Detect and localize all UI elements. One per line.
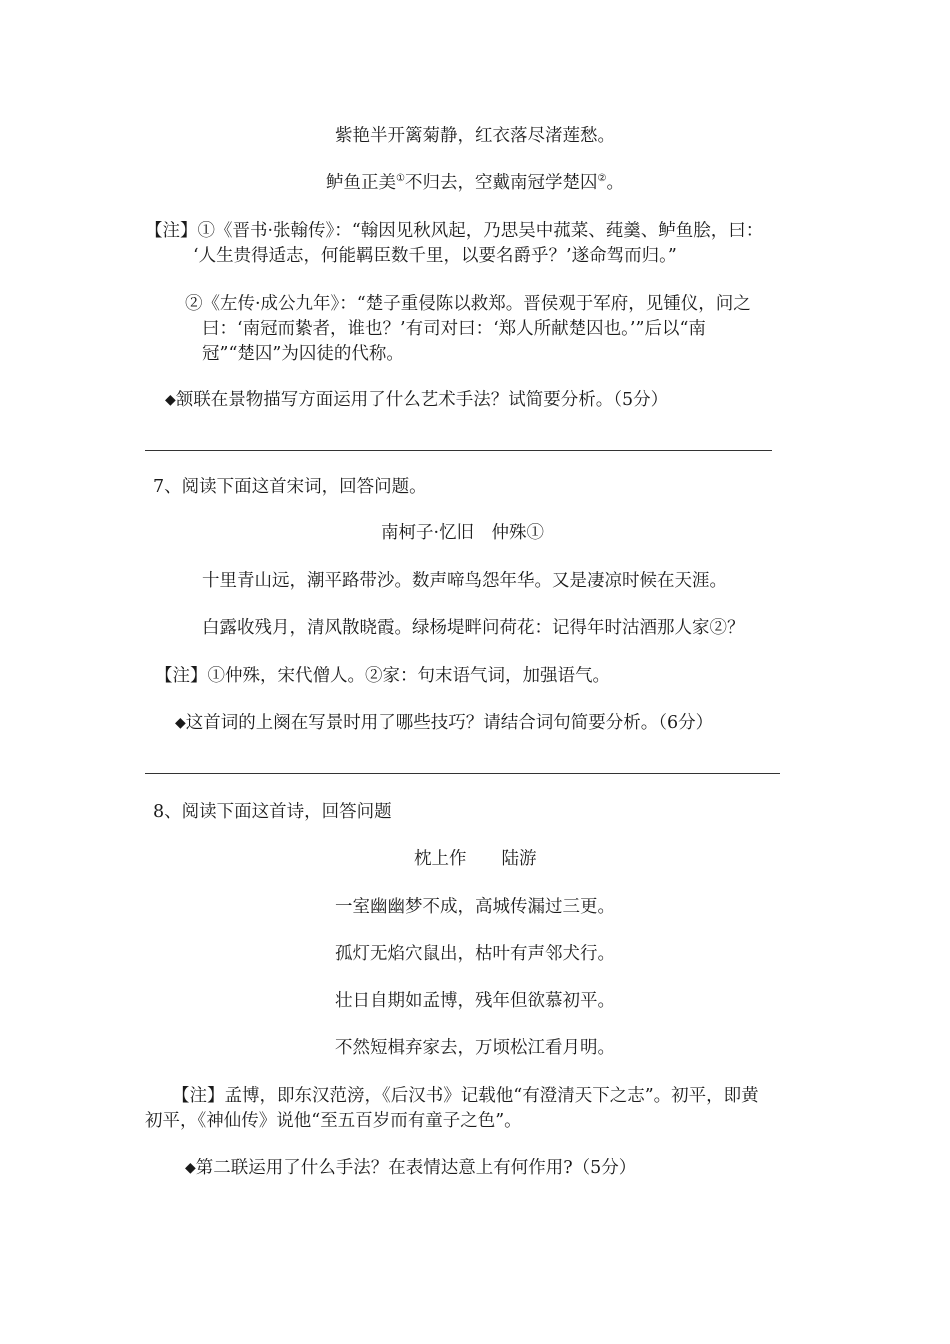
- poem6-note1-line1: 【注】①《晋书·张翰传》：“翰因见秋风起，乃思吴中菰菜、莼羹、鲈鱼脍，曰：: [145, 221, 764, 241]
- poem6-question-text: 颔联在景物描写方面运用了什么艺术手法？试简要分析。（5分）: [175, 390, 669, 410]
- poem6-note2-line2: 曰：‘南冠而絷者，谁也？’有司对曰：‘郑人所献楚囚也。’”后以“南: [202, 319, 706, 339]
- poem6-line2-a: 鲈鱼正美: [326, 173, 397, 193]
- answer-line: [145, 450, 772, 451]
- q8-poem-title: 枕上作 陆游: [414, 849, 537, 869]
- q7-poem-line2: 白露收残月，清风散晓霞。绿杨堤畔问荷花：记得年时沽酒那人家②？: [202, 618, 745, 638]
- poem6-note1-line2: ‘人生贵得适志，何能羁臣数千里，以要名爵乎？’遂命驾而归。”: [193, 246, 677, 266]
- q8-question: [185, 1157, 636, 1179]
- q8-question-text: 第二联运用了什么手法？在表情达意上有何作用?（5分）: [195, 1158, 637, 1178]
- poem6-line2: [0, 172, 950, 194]
- answer-line: [145, 773, 780, 774]
- q8-note-line1: 【注】孟博，即东汉范滂，《后汉书》记载他“有澄清天下之志”。初平，即黄: [172, 1086, 759, 1106]
- poem6-line2-c: 。: [606, 173, 624, 193]
- poem6-note2-line3: 冠”“楚囚”为囚徒的代称。: [202, 344, 404, 364]
- q8-poem-line4: 不然短楫弃家去，万顷松江看月明。: [335, 1038, 615, 1058]
- q7-title: 7、阅读下面这首宋词，回答问题。: [153, 477, 427, 497]
- q7-question-text: 这首词的上阕在写景时用了哪些技巧？请结合词句简要分析。（6分）: [185, 713, 714, 733]
- poem6-line2-b: 不归去，空戴南冠学楚囚: [405, 173, 598, 193]
- q7-poem-line1: 十里青山远，潮平路带沙。数声啼鸟怨年华。又是凄凉时候在天涯。: [202, 571, 727, 591]
- q8-note-line2: 初平，《神仙传》说他“至五百岁而有童子之色”。: [145, 1111, 522, 1131]
- footnote-marker-1: ①: [396, 173, 405, 185]
- poem6-note2-line1: ②《左传·成公九年》：“楚子重侵陈以救郑。晋侯观于军府，见锺仪，问之: [185, 294, 751, 314]
- diamond-bullet-icon: ◆: [175, 715, 186, 731]
- q8-poem-line3: 壮日自期如孟博，残年但欲慕初平。: [335, 991, 615, 1011]
- q8-title: 8、阅读下面这首诗，回答问题: [153, 802, 392, 822]
- diamond-bullet-icon: ◆: [185, 1160, 196, 1176]
- q7-question: [175, 712, 713, 734]
- poem6-question: [165, 389, 668, 411]
- diamond-bullet-icon: ◆: [165, 392, 176, 408]
- poem6-line1: 紫艳半开篱菊静，红衣落尽渚莲愁。: [335, 126, 615, 146]
- footnote-marker-2: ②: [597, 173, 607, 185]
- q7-poem-title: 南柯子·忆旧 仲殊①: [381, 523, 545, 543]
- q7-note: 【注】①仲殊，宋代僧人。②家：句末语气词，加强语气。: [155, 666, 610, 686]
- q8-poem-line1: 一室幽幽梦不成，高城传漏过三更。: [335, 897, 615, 917]
- q8-poem-line2: 孤灯无焰穴鼠出，枯叶有声邻犬行。: [335, 944, 615, 964]
